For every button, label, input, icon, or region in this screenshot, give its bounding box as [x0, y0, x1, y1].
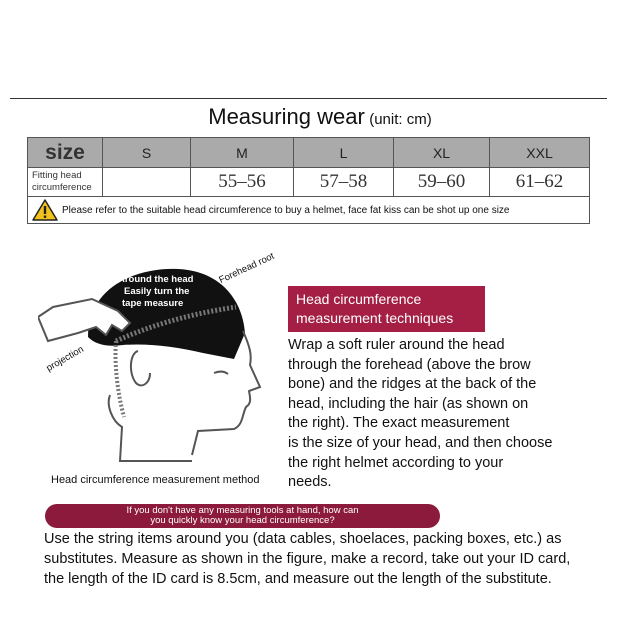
- tip-question-banner: If you don't have any measuring tools at hand, how can you quickly know your head circumference?: [45, 504, 440, 528]
- title-main: Measuring wear: [208, 104, 365, 129]
- technique-description: Wrap a soft ruler around the head through the forehead (above the brow bone) and the ridges at the back of the head, including the hair (as shown on the right). The exact measurement is the size of your head, and then choose the right helmet according to your needs.: [288, 337, 553, 491]
- size-l: L: [294, 138, 394, 168]
- warning-triangle-icon: [28, 199, 62, 221]
- value-l: 57–58: [294, 168, 394, 197]
- value-xxl: 61–62: [490, 168, 590, 197]
- technique-heading: Head circumference measurement techniques: [288, 286, 485, 332]
- top-divider: [10, 98, 607, 99]
- size-header-label: size: [28, 138, 103, 168]
- head-measurement-illustration: [38, 250, 288, 475]
- title-unit: (unit: cm): [369, 111, 432, 128]
- label-projection: projection: [44, 343, 86, 374]
- size-m: M: [191, 138, 294, 168]
- size-xxl: XXL: [490, 138, 590, 168]
- value-s: [103, 168, 191, 197]
- circumference-row: [28, 168, 590, 197]
- circumference-row-label: Fitting head circumference: [28, 168, 103, 197]
- page-title: [0, 104, 640, 130]
- value-xl: 59–60: [394, 168, 490, 197]
- size-s: S: [103, 138, 191, 168]
- size-xl: XL: [394, 138, 490, 168]
- label-around-head: Around the head Easily turn the tape measure: [118, 274, 194, 309]
- size-note-text: Please refer to the suitable head circumference to buy a helmet, face fat kiss can be shot up one size: [62, 204, 510, 216]
- tip-answer-text: Use the string items around you (data cables, shoelaces, packing boxes, etc.) as substitutes. Measure as shown in the figure, make a record, take out your ID card, the length of the ID card is 8.5cm, and measure out the length of the substitute.: [44, 531, 571, 587]
- size-header-row: [28, 138, 590, 168]
- value-m: 55–56: [191, 168, 294, 197]
- size-chart-table: [27, 137, 590, 224]
- note-row: [28, 197, 590, 224]
- illustration-caption: Head circumference measurement method: [51, 474, 260, 486]
- label-forehead-root: Forehead root: [217, 250, 277, 286]
